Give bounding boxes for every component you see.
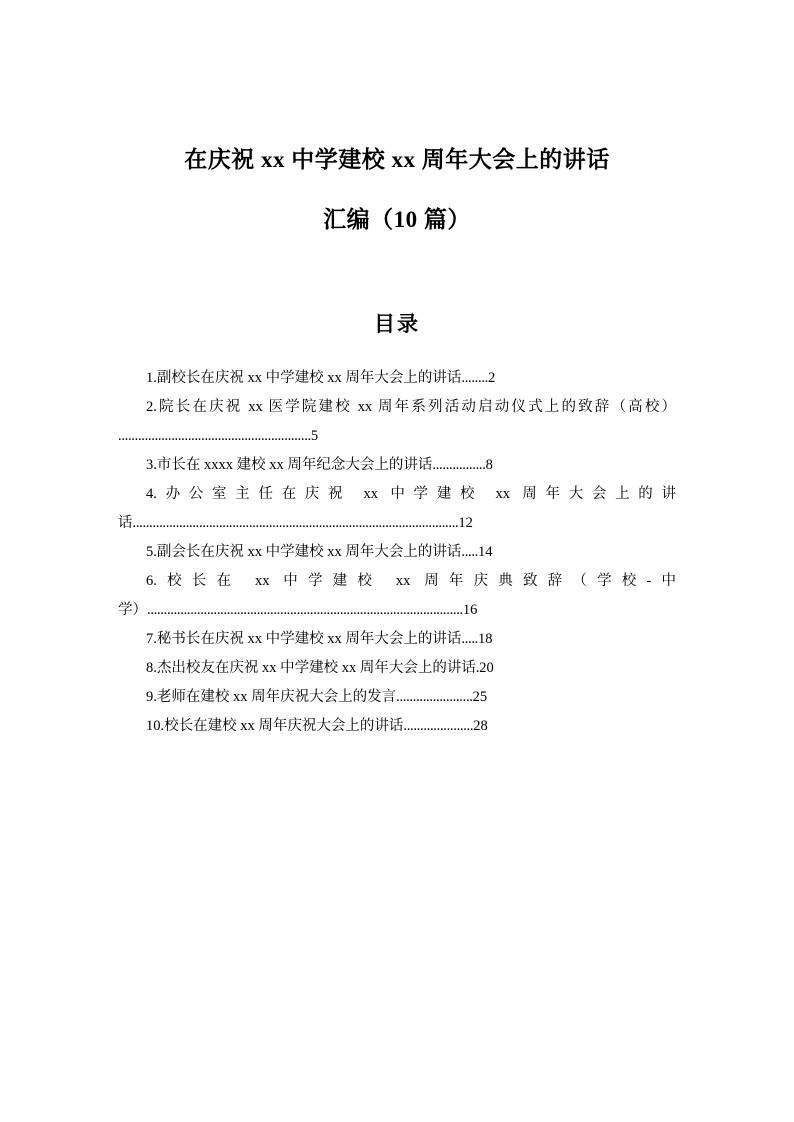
toc-entry[interactable] — [118, 393, 676, 451]
toc-leader-dots: ............................................................................................... — [147, 602, 463, 618]
document-title-line-1: 在庆祝 xx 中学建校 xx 周年大会上的讲话 — [184, 147, 610, 172]
document-title-line-2: 汇编（10 篇） — [323, 207, 471, 232]
toc-page-number: 8 — [485, 457, 493, 473]
toc-leader-dots: . — [475, 660, 480, 676]
toc-page-number: 12 — [458, 515, 473, 531]
toc-leader-dots: ........ — [461, 370, 488, 386]
toc-entry-label: 5.副会长在庆祝 xx 中学建校 xx 周年大会上的讲话 — [146, 544, 462, 560]
toc-entry-label: 10.校长在建校 xx 周年庆祝大会上的讲话 — [146, 718, 404, 734]
toc-entry-label: 1.副校长在庆祝 xx 中学建校 xx 周年大会上的讲话 — [146, 370, 462, 386]
toc-leader-dots: ..... — [461, 544, 479, 560]
toc-entry-label: 9.老师在建校 xx 周年庆祝大会上的发言 — [146, 689, 397, 705]
document-title — [118, 130, 676, 250]
toc-page-number: 14 — [478, 544, 493, 560]
toc-entry-label: 6.校长在 xx 中学建校 xx 周年庆典致辞（学校-中学） — [118, 573, 676, 618]
toc-page-number: 2 — [487, 370, 496, 386]
table-of-contents-heading: 目录 — [374, 312, 420, 336]
toc-leader-dots: ....................... — [396, 689, 473, 705]
toc-entry[interactable] — [118, 538, 676, 567]
toc-entry-label: 4.办公室主任在庆祝 xx 中学建校 xx 周年大会上的讲话 — [118, 486, 676, 531]
toc-page-number: 28 — [473, 718, 488, 734]
toc-page-number: 18 — [478, 631, 493, 647]
toc-leader-dots: .......................................................... — [118, 428, 311, 444]
toc-entry[interactable] — [118, 451, 676, 480]
toc-entry[interactable] — [118, 567, 676, 625]
toc-page-number: 25 — [472, 689, 488, 705]
toc-page-number: 16 — [462, 602, 478, 618]
toc-entry[interactable] — [118, 625, 676, 654]
toc-entry[interactable] — [118, 712, 676, 741]
toc-leader-dots: ..... — [461, 631, 479, 647]
toc-entry[interactable] — [118, 364, 676, 393]
table-of-contents — [118, 364, 676, 741]
toc-leader-dots: ..................... — [403, 718, 474, 734]
toc-page-number: 5 — [310, 428, 319, 444]
toc-entry-label: 2.院长在庆祝 xx 医学院建校 xx 周年系列活动启动仪式上的致辞（高校） — [146, 399, 676, 415]
toc-entry[interactable] — [118, 654, 676, 683]
toc-entry-label: 8.杰出校友在庆祝 xx 中学建校 xx 周年大会上的讲话 — [146, 660, 476, 676]
toc-leader-dots: ................ — [432, 457, 486, 473]
toc-page-number: 20 — [479, 660, 494, 676]
toc-entry[interactable] — [118, 683, 676, 712]
toc-entry-label: 3.市长在 xxxx 建校 xx 周年纪念大会上的讲话 — [146, 457, 433, 473]
toc-entry-label: 7.秘书长在庆祝 xx 中学建校 xx 周年大会上的讲话 — [146, 631, 462, 647]
toc-leader-dots: .................................................................................................. — [132, 515, 459, 531]
toc-entry[interactable] — [118, 480, 676, 538]
